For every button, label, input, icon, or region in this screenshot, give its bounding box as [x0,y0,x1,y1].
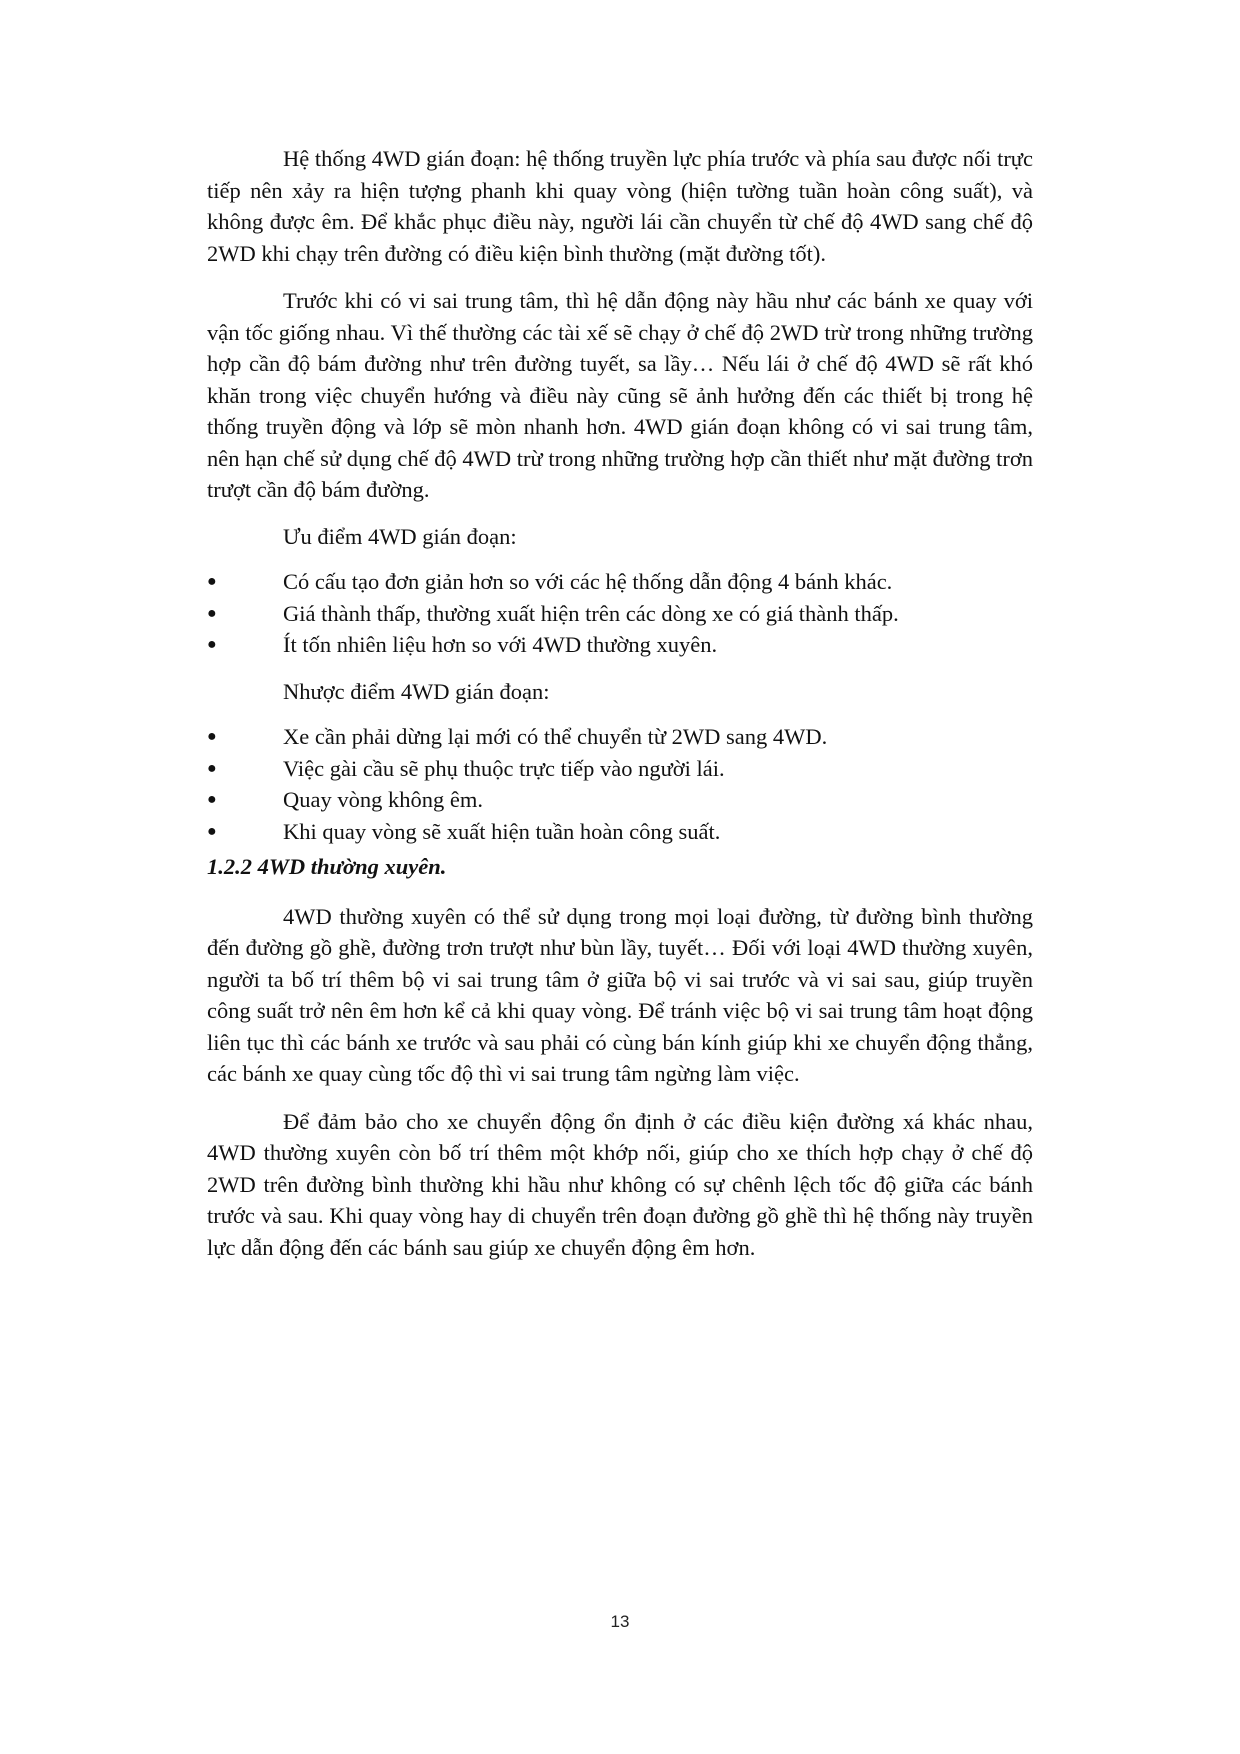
paragraph-center-differential: Trước khi có vi sai trung tâm, thì hệ dẫn động này hầu như các bánh xe quay với vận tốc giống nhau. Vì thế thường các tài xế sẽ chạy ở chế độ 2WD trừ trong những trường hợp cần độ bám đường như trên đường tuyết, sa lầy… Nếu lái ở chế độ 4WD sẽ rất khó khăn trong việc chuyển hướng và điều này cũng sẽ ảnh hưởng đến các thiết bị trong hệ thống truyền động và lớp sẽ mòn nhanh hơn. 4WD gián đoạn không có vi sai trung tâm, nên hạn chế sử dụng chế độ 4WD trừ trong những trường hợp cần thiết như mặt đường trơn trượt cần độ bám đường. [207,288,1033,502]
list-item: ● Có cấu tạo đơn giản hơn so với các hệ thống dẫn động 4 bánh khác. [207,566,1033,598]
list-item: ● Quay vòng không êm. [207,784,1033,816]
bullet-icon: ● [207,573,217,590]
list-item: ● Xe cần phải dừng lại mới có thể chuyển từ 2WD sang 4WD. [207,721,1033,753]
advantages-list [207,566,1033,661]
bullet-icon: ● [207,604,217,622]
list-item: ● Giá thành thấp, thường xuất hiện trên các dòng xe có giá thành thấp. [207,598,1033,630]
paragraph-4wd-part-time-intro: Hệ thống 4WD gián đoạn: hệ thống truyền lực phía trước và phía sau được nối trực tiếp nên xảy ra hiện tượng phanh khi quay vòng (hiện tường tuần hoàn công suất), và không được êm. Để khắc phục điều này, người lái cần chuyển từ chế độ 4WD sang chế độ 2WD khi chạy trên đường có điều kiện bình thường (mặt đường tốt). [207,146,1033,266]
disadvantages-label: Nhược điểm 4WD gián đoạn: [283,678,550,704]
bullet-icon: ● [207,636,217,653]
disadvantages-list [207,721,1033,847]
bullet-icon: ● [207,759,217,777]
advantages-label: Ưu điểm 4WD gián đoạn: [283,523,517,549]
page-content [207,143,1033,1263]
list-item: ● Việc gài cầu sẽ phụ thuộc trực tiếp vào người lái. [207,753,1033,785]
section-heading: 1.2.2 4WD thường xuyên. [207,854,447,879]
bullet-icon: ● [207,791,217,808]
list-item: ● Ít tốn nhiên liệu hơn so với 4WD thường xuyên. [207,629,1033,661]
bullet-icon: ● [207,822,217,840]
page-number: 13 [610,1612,630,1631]
list-item: ● Khi quay vòng sẽ xuất hiện tuần hoàn công suất. [207,816,1033,848]
bullet-icon: ● [207,728,217,745]
paragraph-coupling: Để đảm bảo cho xe chuyển động ổn định ở các điều kiện đường xá khác nhau, 4WD thường xuyên còn bố trí thêm một khớp nối, giúp cho xe thích hợp chạy ở chế độ 2WD trên đường bình thường khi hầu như không có sự chênh lệch tốc độ giữa các bánh trước và sau. Khi quay vòng hay di chuyển trên đoạn đường gồ ghề thì hệ thống này truyền lực dẫn động đến các bánh sau giúp xe chuyển động êm hơn. [207,1108,1033,1260]
paragraph-4wd-full-time: 4WD thường xuyên có thể sử dụng trong mọi loại đường, từ đường bình thường đến đường gồ ghề, đường trơn trượt như bùn lầy, tuyết… Đối với loại 4WD thường xuyên, người ta bố trí thêm bộ vi sai trung tâm ở giữa bộ vi sai trước và vi sai sau, giúp truyền công suất trở nên êm hơn kể cả khi quay vòng. Để tránh việc bộ vi sai trung tâm hoạt động liên tục thì các bánh xe trước và sau phải có cùng bán kính giúp khi xe chuyển động thẳng, các bánh xe quay cùng tốc độ thì vi sai trung tâm ngừng làm việc. [207,903,1033,1086]
